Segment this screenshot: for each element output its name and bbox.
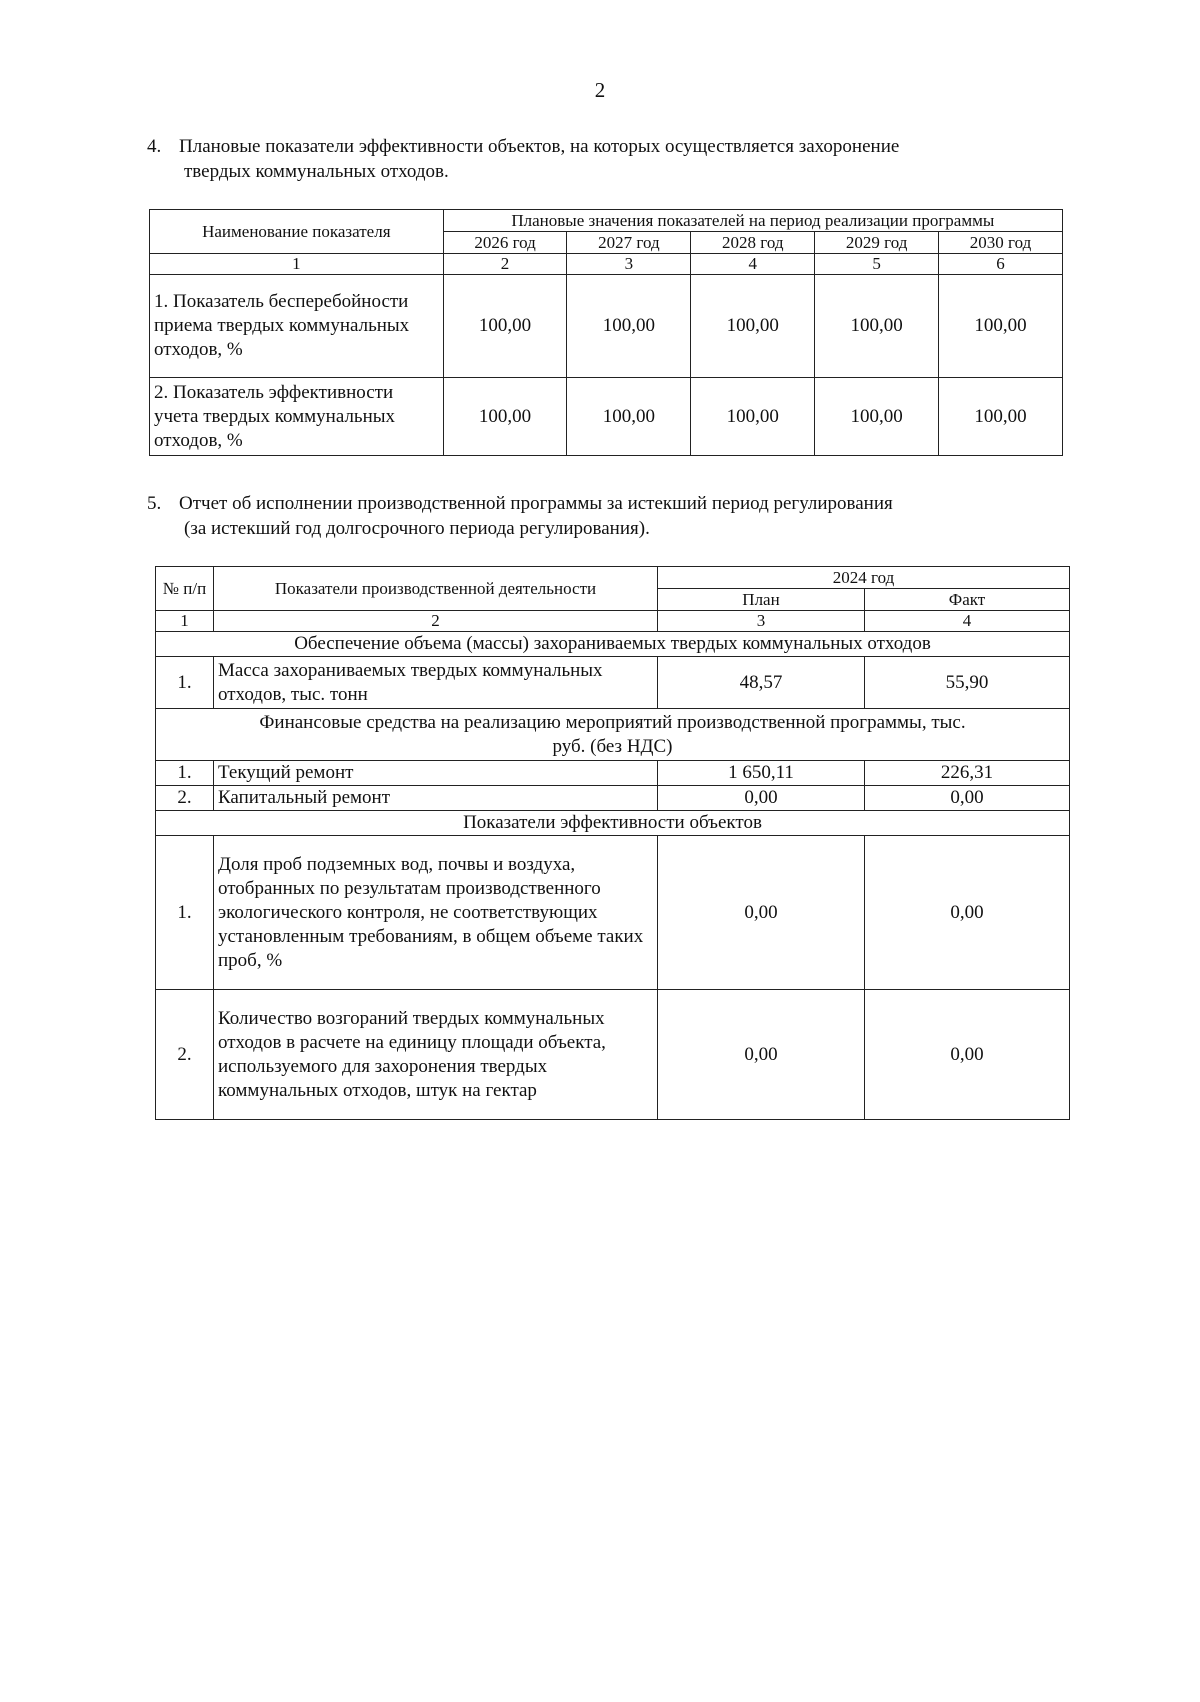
production-program-report-table [155, 566, 1070, 1120]
section-5-title-line1: Отчет об исполнении производственной программы за истекший период регулирования [179, 493, 893, 514]
planned-value: 100,00 [939, 378, 1063, 456]
planned-value: 100,00 [443, 378, 567, 456]
fact-header: Факт [865, 589, 1070, 611]
column-number: 1 [150, 254, 444, 275]
page-number: 2 [594, 78, 606, 102]
fact-value: 0,00 [865, 990, 1070, 1120]
year-header-2030: 2030 год [939, 232, 1063, 254]
plan-value: 48,57 [658, 657, 865, 709]
fact-value: 0,00 [865, 786, 1070, 811]
indicator-header: Показатели производственной деятельности [214, 567, 658, 611]
year-header-2029: 2029 год [815, 232, 939, 254]
plan-header: План [658, 589, 865, 611]
section-4-title-line2: твердых коммунальных отходов. [184, 161, 449, 182]
section-5-heading [147, 491, 1062, 541]
indicator-name: Количество возгораний твердых коммунальных отходов в расчете на единицу площади объекта, используемого для захоронения твердых коммунальных отходов, штук на гектар [214, 990, 658, 1120]
planned-value: 100,00 [815, 275, 939, 378]
row-number: 2. [156, 786, 214, 811]
table-row [156, 836, 1070, 990]
section-4-title-line1: Плановые показатели эффективности объектов, на которых осуществляется захоронение [179, 136, 900, 157]
section-4-number: 4. [147, 136, 162, 157]
group-title: Обеспечение объема (массы) захораниваемых твердых коммунальных отходов [156, 632, 1070, 657]
planned-value: 100,00 [443, 275, 567, 378]
section-5-title-line2: (за истекший год долгосрочного периода регулирования). [184, 518, 650, 539]
column-number: 3 [658, 611, 865, 632]
column-number: 1 [156, 611, 214, 632]
column-number: 4 [865, 611, 1070, 632]
column-number: 2 [443, 254, 567, 275]
section-5-number: 5. [147, 493, 162, 514]
plan-value: 0,00 [658, 836, 865, 990]
planned-value: 100,00 [567, 275, 691, 378]
planned-value: 100,00 [691, 378, 815, 456]
column-number: 2 [214, 611, 658, 632]
group-title: Финансовые средства на реализацию мероприятий производственной программы, тыс. руб. (без НДС) [156, 709, 1070, 761]
group-title: Показатели эффективности объектов [156, 811, 1070, 836]
row-number: 2. [156, 990, 214, 1120]
column-number: 5 [815, 254, 939, 275]
planned-value: 100,00 [815, 378, 939, 456]
column-number: 4 [691, 254, 815, 275]
planned-values-header: Плановые значения показателей на период реализации программы [443, 210, 1062, 232]
indicator-name: Доля проб подземных вод, почвы и воздуха, отобранных по результатам производственного экологического контроля, не соответствующих установленным требованиям, в общем объеме таких проб, % [214, 836, 658, 990]
table-row [156, 657, 1070, 709]
indicator-name: Масса захораниваемых твердых коммунальных отходов, тыс. тонн [214, 657, 658, 709]
table-row [150, 378, 1063, 456]
year-header: 2024 год [658, 567, 1070, 589]
row-number-header: № п/п [156, 567, 214, 611]
table-row [156, 761, 1070, 786]
fact-value: 226,31 [865, 761, 1070, 786]
column-number: 6 [939, 254, 1063, 275]
year-header-2026: 2026 год [443, 232, 567, 254]
row-number: 1. [156, 836, 214, 990]
indicator-name-header: Наименование показателя [150, 210, 444, 254]
indicator-name: 1. Показатель бесперебойности приема твердых коммунальных отходов, % [150, 275, 444, 378]
table-row [156, 786, 1070, 811]
year-header-2028: 2028 год [691, 232, 815, 254]
plan-value: 1 650,11 [658, 761, 865, 786]
row-number: 1. [156, 761, 214, 786]
planned-value: 100,00 [939, 275, 1063, 378]
fact-value: 55,90 [865, 657, 1070, 709]
planned-indicators-table [149, 209, 1063, 456]
indicator-name: 2. Показатель эффективности учета твердых коммунальных отходов, % [150, 378, 444, 456]
plan-value: 0,00 [658, 990, 865, 1120]
row-number: 1. [156, 657, 214, 709]
planned-value: 100,00 [691, 275, 815, 378]
section-4-heading [147, 134, 1062, 184]
column-number: 3 [567, 254, 691, 275]
plan-value: 0,00 [658, 786, 865, 811]
indicator-name: Капитальный ремонт [214, 786, 658, 811]
planned-value: 100,00 [567, 378, 691, 456]
fact-value: 0,00 [865, 836, 1070, 990]
indicator-name: Текущий ремонт [214, 761, 658, 786]
table-row [150, 275, 1063, 378]
year-header-2027: 2027 год [567, 232, 691, 254]
table-row [156, 990, 1070, 1120]
